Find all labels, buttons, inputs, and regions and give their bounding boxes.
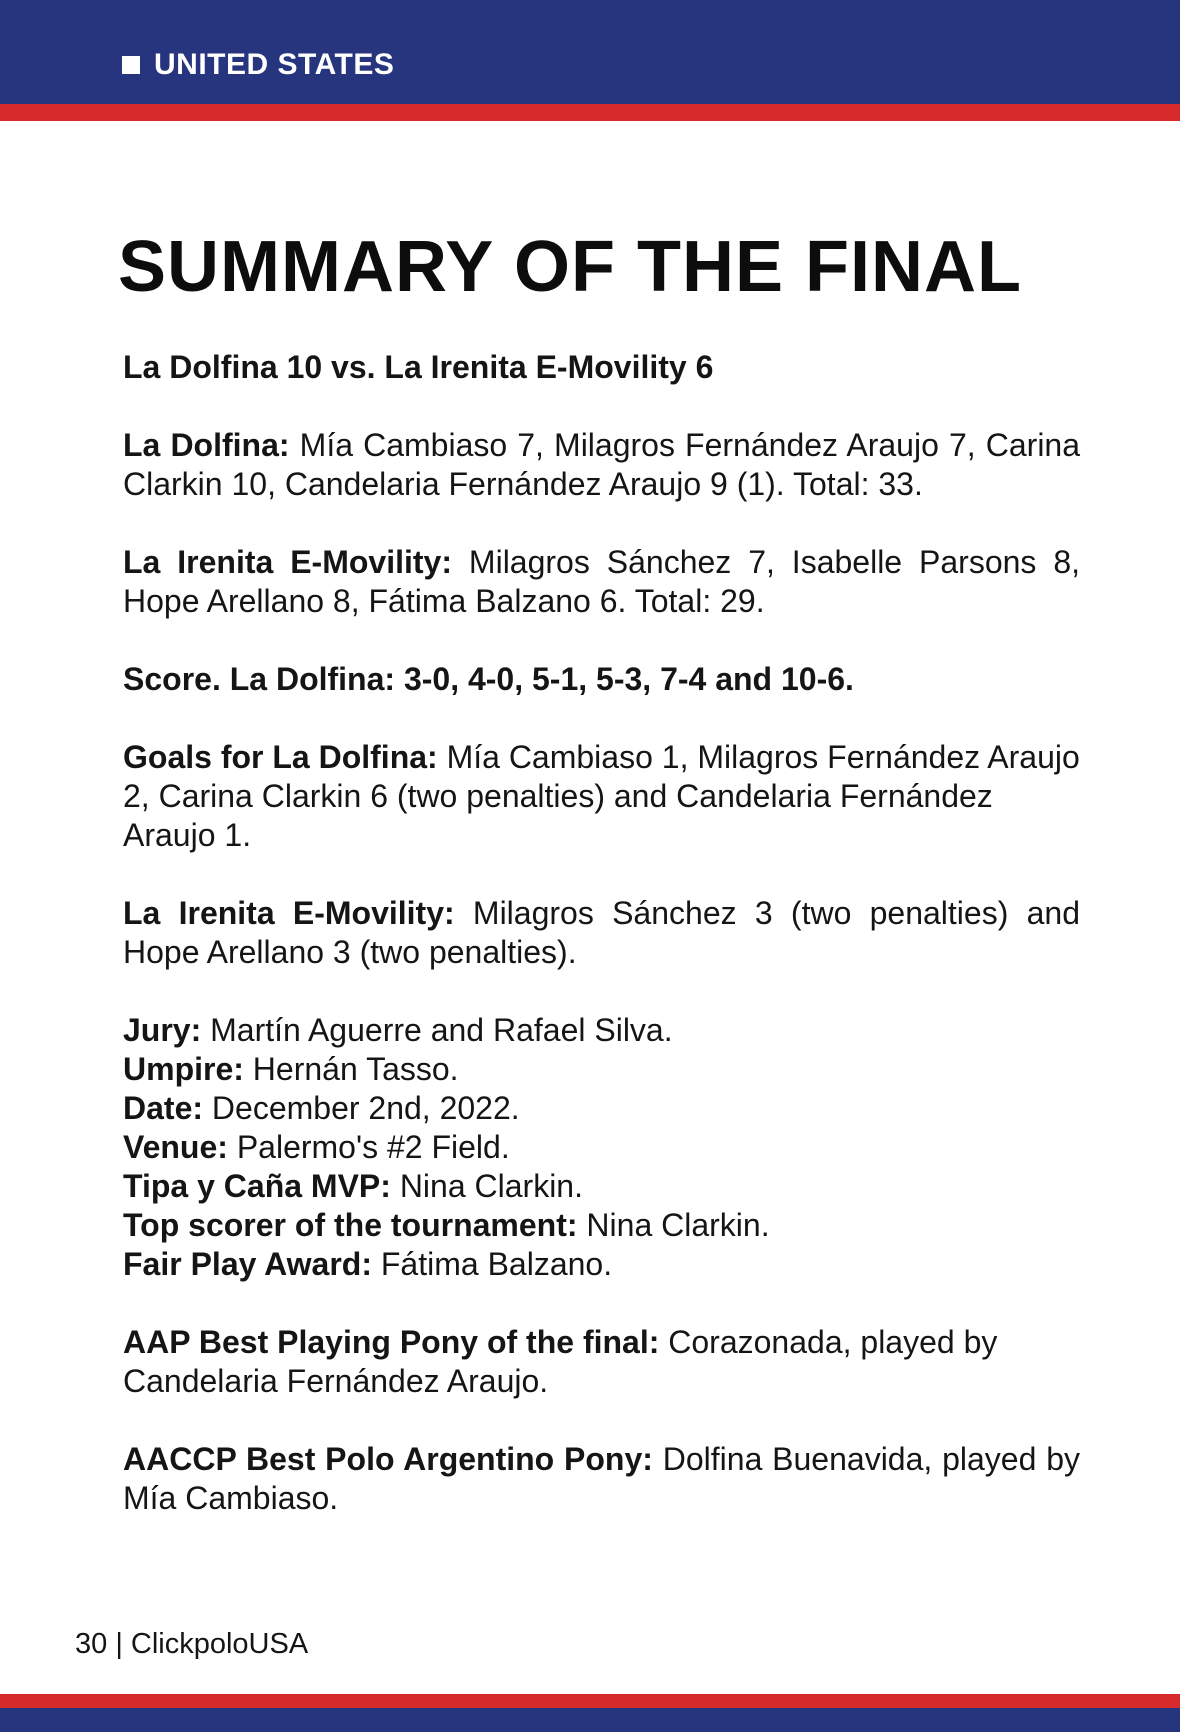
detail-jury: Jury: Martín Aguerre and Rafael Silva. xyxy=(123,1012,673,1048)
section-label-text: UNITED STATES xyxy=(154,48,395,81)
detail-date: Date: December 2nd, 2022. xyxy=(123,1090,520,1126)
goals2-label: La Irenita E-Movility: xyxy=(123,895,455,931)
footer-bar xyxy=(0,1708,1180,1732)
team1-lineup xyxy=(123,426,1080,504)
match-headline: La Dolfina 10 vs. La Irenita E-Movility 6 xyxy=(123,349,714,385)
goals1-text: Mía Cambiaso 1, Milagros Fernández Araujo 2, Carina Clarkin 6 (two penalties) and Candelaria Fernández Araujo 1. xyxy=(123,739,1080,853)
team2-label: La Irenita E-Movility: xyxy=(123,544,452,580)
team1-label: La Dolfina: xyxy=(123,427,290,463)
goals-team1 xyxy=(123,738,1080,855)
detail-umpire: Umpire: Hernán Tasso. xyxy=(123,1051,459,1087)
detail-venue: Venue: Palermo's #2 Field. xyxy=(123,1129,510,1165)
team1-players: Mía Cambiaso 7, Milagros Fernández Araujo 7, Carina Clarkin 10, Candelaria Fernández Araujo 9 (1). xyxy=(123,427,1081,502)
award-best-pony: AAP Best Playing Pony of the final: Corazonada, played by Candelaria Fernández Araujo. xyxy=(123,1324,998,1399)
detail-top-scorer: Top scorer of the tournament: Nina Clarkin. xyxy=(123,1207,770,1243)
team2-players: Milagros Sánchez 7, Isabelle Parsons 8, Hope Arellano 8, Fátima Balzano 6. xyxy=(123,544,1081,619)
award-polo-argentino-pony: AACCP Best Polo Argentino Pony: Dolfina Buenavida, played by Mía Cambiaso. xyxy=(123,1441,1081,1516)
section-label xyxy=(122,48,394,82)
detail-fair-play: Fair Play Award: Fátima Balzano. xyxy=(123,1246,613,1282)
page-footer: 30 | ClickpoloUSA xyxy=(75,1628,309,1660)
header-red-stripe xyxy=(0,104,1180,121)
score-progression: Score. La Dolfina: 3-0, 4-0, 5-1, 5-3, 7-4 and 10-6. xyxy=(123,661,854,697)
square-icon xyxy=(122,56,140,74)
goals-team2 xyxy=(123,894,1080,972)
detail-mvp: Tipa y Caña MVP: Nina Clarkin. xyxy=(123,1168,583,1204)
goals1-label: Goals for La Dolfina: xyxy=(123,739,438,775)
footer-red-stripe xyxy=(0,1694,1180,1708)
article-body xyxy=(123,348,1080,1518)
page-title: SUMMARY OF THE FINAL xyxy=(118,227,1022,307)
team2-total: Total: 29. xyxy=(634,583,765,619)
goals2-text: Milagros Sánchez 3 (two penalties) and Hope Arellano 3 (two penalties). xyxy=(123,895,1080,970)
team2-lineup xyxy=(123,543,1080,621)
match-details xyxy=(123,1011,1080,1284)
team1-total: Total: 33. xyxy=(793,466,923,502)
